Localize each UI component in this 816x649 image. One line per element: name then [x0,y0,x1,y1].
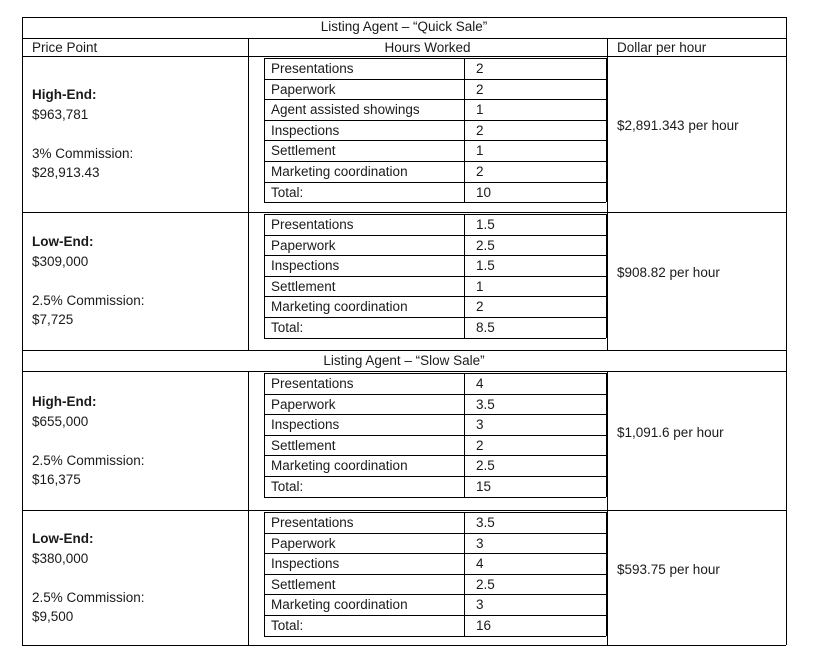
table-border [264,214,606,215]
table-border [264,394,606,395]
table-border [264,317,606,318]
header-price-point: Price Point [32,40,98,55]
task-hours: 2 [476,61,484,76]
table-border [264,235,606,236]
table-border [264,615,606,616]
section-title-slow: Listing Agent – “Slow Sale” [323,353,485,368]
task-hours: 8.5 [476,320,495,335]
table-border [264,435,606,436]
task-hours: 16 [476,618,492,633]
table-border [607,38,608,56]
tier-label: High-End: [32,87,97,102]
table-border [22,645,786,646]
task-name: Inspections [271,258,340,274]
task-name: Settlement [271,143,336,159]
rate-value: $2,891.343 per hour [617,118,739,133]
table-border [264,533,606,534]
task-hours: 1.5 [476,258,495,274]
task-hours: 3 [476,597,484,613]
task-name: Presentations [271,515,354,530]
task-hours: 3.5 [476,515,495,530]
table-border [264,476,606,477]
table-border [264,58,265,202]
table-border [264,58,606,59]
task-name: Inspections [271,417,340,433]
task-name: Settlement [271,278,336,294]
task-name: Inspections [271,556,340,572]
task-name: Paperwork [271,81,336,97]
price-value: $309,000 [32,254,89,269]
task-hours: 3 [476,417,484,433]
task-name: Paperwork [271,237,336,253]
task-hours: 2 [476,164,484,179]
price-value: $380,000 [32,550,89,566]
table-border [264,140,606,141]
task-hours: 1 [476,278,484,294]
section-title-quick: Listing Agent – “Quick Sale” [320,19,488,34]
table-border [607,371,608,510]
commission-label: 3% Commission: [32,146,134,161]
table-border [264,161,606,162]
task-name: Total: [271,479,304,494]
task-hours: 2 [476,81,484,97]
table-border [248,56,249,212]
commission-label: 2.5% Commission: [32,452,145,468]
commission-value: $7,725 [32,312,74,327]
table-border [264,338,606,339]
table-border [264,120,606,121]
table-border [264,296,606,297]
task-name: Presentations [271,376,354,391]
table-border [248,371,249,510]
task-name: Total: [271,618,304,633]
task-name: Paperwork [271,396,336,412]
task-name: Settlement [271,437,336,453]
price-value: $655,000 [32,413,89,429]
table-border [22,56,786,57]
task-name: Presentations [271,61,354,76]
table-border [264,79,606,80]
task-hours: 1.5 [476,217,495,232]
table-border [264,553,606,554]
task-hours: 1 [476,143,484,159]
task-hours: 4 [476,376,484,391]
table-border [248,38,249,56]
task-name: Marketing coordination [271,458,408,474]
task-name: Presentations [271,217,354,232]
table-border [264,414,606,415]
table-border [264,512,606,513]
table-border [264,202,606,203]
rate-value: $908.82 per hour [617,265,720,280]
task-hours: 3 [476,535,484,551]
commission-value: $16,375 [32,471,81,487]
task-hours: 4 [476,556,484,572]
rate-value: $1,091.6 per hour [617,424,724,440]
task-hours: 2 [476,437,484,453]
tier-label: Low-End: [32,234,94,249]
table-border [22,350,786,351]
header-dollar-per-hour: Dollar per hour [617,40,707,55]
price-value: $963,781 [32,107,89,122]
table-border [606,214,607,338]
header-hours-worked: Hours Worked [384,40,471,55]
table-border [264,594,606,595]
task-name: Total: [271,320,304,335]
commission-label: 2.5% Commission: [32,293,145,308]
table-border [22,38,786,39]
table-border [264,636,606,637]
table-border [264,574,606,575]
tier-label: Low-End: [32,530,94,546]
task-hours: 2.5 [476,458,495,474]
task-hours: 2 [476,122,484,138]
table-border [264,455,606,456]
commission-value: $9,500 [32,608,74,624]
task-hours: 10 [476,184,492,200]
table-border [264,373,606,374]
task-name: Settlement [271,576,336,592]
table-border [264,255,606,256]
commission-label: 2.5% Commission: [32,589,145,605]
table-border [22,371,786,372]
table-border [606,373,607,497]
table-border [248,510,249,645]
rate-value: $593.75 per hour [617,561,720,577]
table-border [606,512,607,636]
task-name: Paperwork [271,535,336,551]
table-border [22,17,786,18]
task-hours: 15 [476,479,492,494]
table-border [22,212,786,213]
table-border [264,99,606,100]
table-border [248,212,249,350]
table-border [607,212,608,350]
task-hours: 2 [476,299,484,315]
table-border [464,58,465,202]
table-border [264,276,606,277]
table-border [607,510,608,645]
tier-label: High-End: [32,393,97,409]
table-border [606,58,607,202]
task-name: Marketing coordination [271,597,408,613]
task-name: Total: [271,184,304,200]
table-border [607,56,608,212]
task-hours: 1 [476,102,484,118]
table-border [264,497,606,498]
task-hours: 2.5 [476,576,495,592]
commission-value: $28,913.43 [32,165,100,180]
task-name: Inspections [271,122,340,138]
table-border [22,510,786,511]
task-name: Marketing coordination [271,299,408,315]
task-hours: 3.5 [476,396,495,412]
table-border [264,182,606,183]
table-border [22,17,23,645]
task-name: Agent assisted showings [271,102,420,118]
task-name: Marketing coordination [271,164,408,179]
task-hours: 2.5 [476,237,495,253]
table-border [786,17,787,645]
